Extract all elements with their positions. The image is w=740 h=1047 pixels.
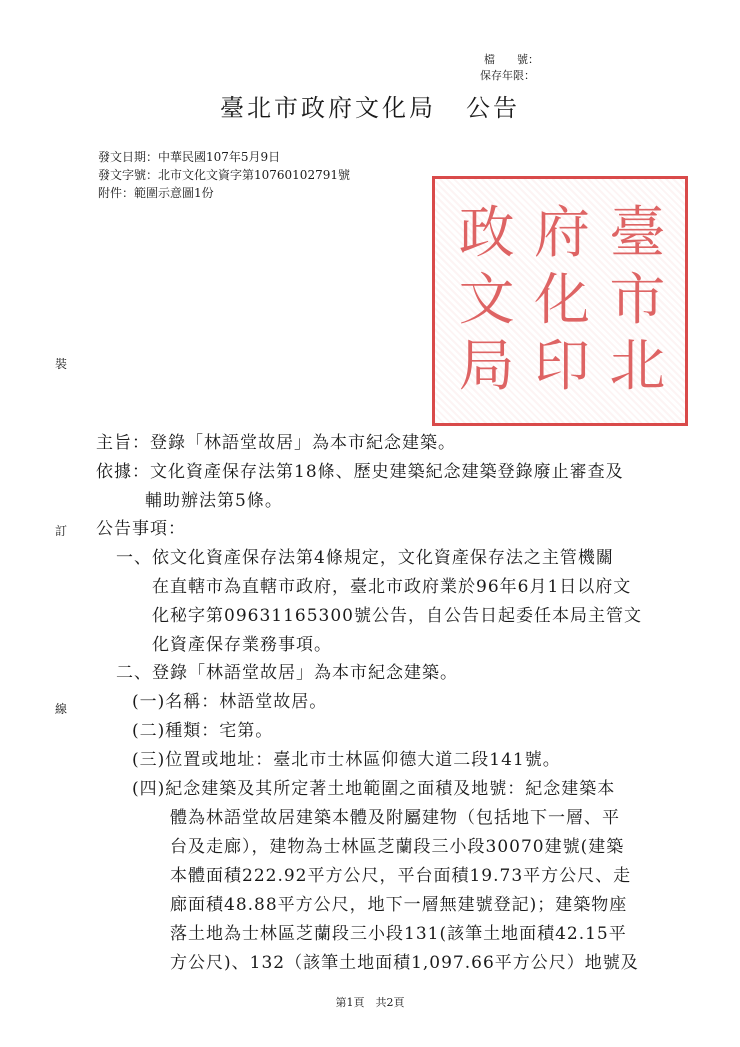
sub-item-3: (三)位置或地址：臺北市士林區仰德大道二段141號。	[132, 750, 561, 770]
attachment: 附件：範圍示意圖1份	[98, 186, 214, 200]
document-title	[0, 88, 740, 123]
seal-char: 化	[533, 267, 590, 333]
sub-item-4-line-2: 體為林語堂故居建築本體及附屬建物（包括地下一層、平	[170, 808, 620, 828]
seal-characters	[449, 201, 675, 401]
binding-mark-zhuang: 裝	[55, 357, 68, 371]
seal-char: 印	[533, 334, 590, 400]
seal-char: 文	[458, 267, 515, 333]
item-1-line-3: 化秘字第09631165300號公告，自公告日起委任本局主管文	[152, 606, 642, 626]
official-seal	[432, 176, 688, 426]
sub-item-4-line-6: 落土地為士林區芝蘭段三小段131(該筆土地面積42.15平	[170, 924, 627, 944]
subject-line: 主旨：登錄「林語堂故居」為本市紀念建築。	[96, 433, 456, 453]
seal-char: 政	[458, 201, 515, 266]
document-type: 公告	[466, 94, 520, 122]
sub-item-4-line-4: 本體面積222.92平方公尺，平台面積19.73平方公尺、走	[170, 866, 632, 886]
sub-item-4-line-3: 台及走廊），建物為士林區芝蘭段三小段30070建號(建築	[170, 837, 625, 857]
sub-item-4-line-1: (四)紀念建築及其所定著土地範圍之面積及地號：紀念建築本	[132, 779, 616, 799]
issue-date: 發文日期：中華民國107年5月9日	[98, 150, 281, 164]
seal-char: 臺	[609, 201, 666, 266]
sub-item-4-line-7: 方公尺)、132（該筆土地面積1,097.66平方公尺）地號及	[170, 953, 639, 973]
page-number: 第1頁 共2頁	[335, 996, 405, 1009]
document-number: 發文字號：北市文化文資字第10760102791號	[98, 168, 350, 182]
binding-mark-ding: 訂	[55, 524, 68, 538]
retention-period-label: 保存年限：	[480, 69, 535, 82]
sub-item-2: (二)種類：宅第。	[132, 721, 274, 741]
item-1-line-4: 化資產保存業務事項。	[152, 635, 332, 655]
file-info-box	[480, 52, 539, 84]
seal-char: 市	[609, 267, 666, 333]
sub-item-4-line-5: 廊面積48.88平方公尺，地下一層無建號登記)；建築物座	[170, 895, 628, 915]
item-1-line-1: 一、依文化資產保存法第4條規定，文化資產保存法之主管機關	[116, 548, 614, 568]
basis-line-1: 依據：文化資產保存法第18條、歷史建築紀念建築登錄廢止審查及	[96, 462, 624, 482]
basis-line-2: 輔助辦法第5條。	[145, 491, 283, 511]
file-number-label: 檔 號：	[484, 53, 539, 66]
item-2: 二、登錄「林語堂故居」為本市紀念建築。	[116, 663, 458, 683]
seal-char: 局	[458, 334, 515, 400]
item-1-line-2: 在直轄市為直轄市政府，臺北市政府業於96年6月1日以府文	[152, 577, 632, 597]
agency-name: 臺北市政府文化局	[220, 94, 436, 122]
sub-item-1: (一)名稱：林語堂故居。	[132, 692, 328, 712]
notice-heading: 公告事項：	[96, 519, 186, 539]
seal-char: 府	[533, 201, 590, 266]
seal-char: 北	[609, 334, 666, 400]
binding-mark-xian: 線	[55, 702, 68, 716]
